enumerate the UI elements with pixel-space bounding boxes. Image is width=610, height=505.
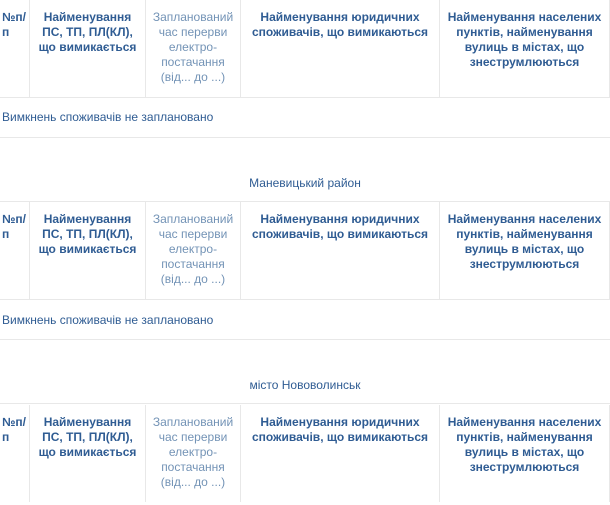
column-legal-consumers-header: Найменування юридичних споживачів, що вимикаються bbox=[241, 0, 440, 97]
column-number-header: №п/п bbox=[0, 405, 30, 502]
column-settlements-header: Найменування населених пунктів, найменування вулиць в містах, що знеструмлюються bbox=[440, 0, 610, 97]
column-substation-header: Найменування ПС, ТП, ПЛ(КЛ), що вимикається bbox=[30, 405, 146, 502]
column-substation-header: Найменування ПС, ТП, ПЛ(КЛ), що вимикається bbox=[30, 0, 146, 97]
table-header bbox=[0, 0, 610, 98]
region-title: Маневицький район bbox=[0, 138, 610, 202]
column-planned-time-header: Запланований час перерви електро-постачання (від... до ...) bbox=[146, 202, 241, 299]
no-outages-message: Вимкнень споживачів не заплановано bbox=[0, 300, 610, 340]
region-title: місто Нововолинськ bbox=[0, 340, 610, 404]
column-substation-header: Найменування ПС, ТП, ПЛ(КЛ), що вимикається bbox=[30, 202, 146, 299]
column-legal-consumers-header: Найменування юридичних споживачів, що вимикаються bbox=[241, 202, 440, 299]
column-settlements-header: Найменування населених пунктів, найменування вулиць в містах, що знеструмлюються bbox=[440, 202, 610, 299]
table-header bbox=[0, 202, 610, 300]
column-planned-time-header: Запланований час перерви електро-постачання (від... до ...) bbox=[146, 405, 241, 502]
column-legal-consumers-header: Найменування юридичних споживачів, що вимикаються bbox=[241, 405, 440, 502]
column-number-header: №п/п bbox=[0, 0, 30, 97]
no-outages-message: Вимкнень споживачів не заплановано bbox=[0, 98, 610, 138]
column-planned-time-header: Запланований час перерви електро-постачання (від... до ...) bbox=[146, 0, 241, 97]
column-number-header: №п/п bbox=[0, 202, 30, 299]
column-settlements-header: Найменування населених пунктів, найменування вулиць в містах, що знеструмлюються bbox=[440, 405, 610, 502]
table-header bbox=[0, 405, 610, 505]
